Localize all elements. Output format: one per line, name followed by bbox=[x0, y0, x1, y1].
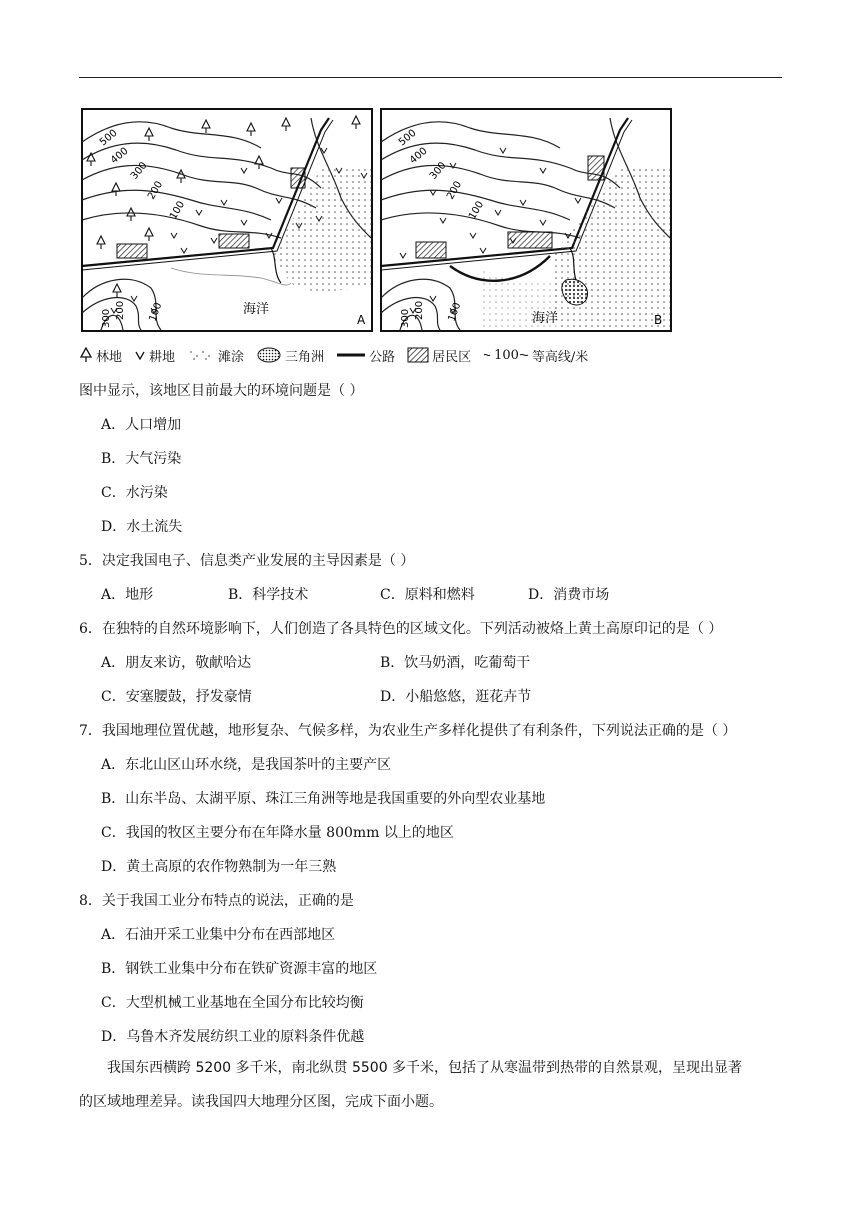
option-b[interactable]: B．钢铁工业集中分布在铁矿资源丰富的地区 bbox=[101, 961, 378, 977]
contour-label: 200 bbox=[115, 300, 126, 320]
road-icon bbox=[336, 350, 366, 360]
legend-road bbox=[336, 346, 395, 365]
option-b[interactable]: B．饮马奶酒，吃葡萄干 bbox=[380, 655, 531, 671]
option-a[interactable]: A．东北山区山环水绕，是我国茶叶的主要产区 bbox=[101, 757, 392, 773]
panel-label: A bbox=[357, 313, 366, 327]
legend-residential bbox=[407, 346, 471, 365]
residential-icon bbox=[407, 347, 429, 363]
option-d[interactable]: D．小船悠悠，逛花卉节 bbox=[380, 689, 532, 705]
tree-icon bbox=[79, 347, 93, 363]
legend-contour-value: 100 bbox=[494, 347, 519, 363]
reading-passage bbox=[79, 1051, 782, 1119]
legend-forest bbox=[79, 346, 122, 365]
map-a-figure bbox=[81, 108, 373, 332]
contour-label: 500 bbox=[396, 127, 419, 149]
question-stem: 5．决定我国电子、信息类产业发展的主导因素是（ ） bbox=[79, 553, 415, 569]
legend-label: 等高线/米 bbox=[531, 349, 589, 365]
option-a[interactable]: A．地形 bbox=[101, 587, 154, 603]
option-a[interactable]: A．人口增加 bbox=[101, 417, 182, 433]
option-c[interactable]: C．我国的牧区主要分布在年降水量 800mm 以上的地区 bbox=[101, 825, 454, 841]
contour-label: 400 bbox=[108, 145, 131, 167]
contour-label: 500 bbox=[97, 127, 120, 149]
contour-label: 400 bbox=[407, 145, 430, 167]
passage-line-1 bbox=[79, 1051, 782, 1085]
panel-label: B bbox=[654, 313, 663, 327]
option-a[interactable]: A．石油开采工业集中分布在西部地区 bbox=[101, 927, 336, 943]
ocean-label: 海洋 bbox=[532, 311, 559, 326]
option-c[interactable]: C．安塞腰鼓，抒发豪情 bbox=[101, 689, 252, 705]
contour-label: 100 bbox=[168, 199, 188, 222]
legend-contour bbox=[483, 346, 588, 365]
map-legend bbox=[79, 344, 600, 366]
question-stem: 6．在独特的自然环境影响下，人们创造了各具特色的区域文化。下列活动被烙上黄土高原印记的是（ ） bbox=[79, 621, 723, 637]
question-stem: 8．关于我国工业分布特点的说法，正确的是 bbox=[79, 893, 354, 909]
residential-area bbox=[416, 242, 446, 258]
option-c[interactable]: C．水污染 bbox=[101, 485, 168, 501]
delta-icon bbox=[256, 346, 282, 364]
header-rule bbox=[79, 77, 782, 78]
legend-label: 公路 bbox=[369, 349, 396, 365]
option-c[interactable]: C．大型机械工业基地在全国分布比较均衡 bbox=[101, 995, 364, 1011]
residential-area bbox=[117, 244, 147, 258]
contour-label: 100 bbox=[446, 301, 464, 324]
legend-label: 滩涂 bbox=[218, 349, 245, 365]
legend-farmland bbox=[134, 346, 175, 365]
option-b[interactable]: B．大气污染 bbox=[101, 451, 182, 467]
legend-delta bbox=[256, 346, 324, 365]
passage-text: 我国东西横跨 5200 多千米，南北纵贯 5500 多千米，包括了从寒温带到热带的自然景观，呈现出显著 bbox=[107, 1060, 743, 1076]
contour-label: 200 bbox=[414, 300, 425, 320]
legend-beach bbox=[187, 346, 244, 365]
contour-label: 200 bbox=[146, 179, 166, 202]
map-b bbox=[380, 108, 672, 332]
option-d[interactable]: D．消费市场 bbox=[528, 587, 610, 603]
option-d[interactable]: D．乌鲁木齐发展纺织工业的原料条件优越 bbox=[101, 1029, 365, 1045]
contour-label: 300 bbox=[400, 308, 411, 328]
question-stem: 7．我国地理位置优越，地形复杂、气候多样，为农业生产多样化提供了有利条件，下列说法正确的是（ ） bbox=[79, 723, 737, 739]
contour-label: 100 bbox=[467, 199, 487, 222]
option-c[interactable]: C．原料和燃料 bbox=[380, 587, 475, 603]
residential-area bbox=[508, 232, 552, 248]
contour-line-icon bbox=[519, 350, 529, 360]
contour-label: 300 bbox=[128, 160, 150, 182]
beach-icon bbox=[187, 348, 215, 362]
map-b-figure bbox=[380, 108, 672, 332]
legend-label: 耕地 bbox=[149, 349, 176, 365]
contour-label: 300 bbox=[101, 308, 112, 328]
option-b[interactable]: B．科学技术 bbox=[228, 587, 309, 603]
contour-label: 100 bbox=[147, 301, 165, 324]
legend-label: 林地 bbox=[96, 349, 123, 365]
option-b[interactable]: B．山东半岛、太湖平原、珠江三角洲等地是我国重要的外向型农业基地 bbox=[101, 791, 546, 807]
contour-label: 300 bbox=[427, 160, 449, 182]
farmland-icon bbox=[134, 348, 146, 362]
question-stem: 图中显示，该地区目前最大的环境问题是（ ） bbox=[79, 383, 364, 399]
legend-label: 居民区 bbox=[432, 349, 472, 365]
option-d[interactable]: D．水土流失 bbox=[101, 519, 183, 535]
map-a bbox=[81, 108, 373, 332]
legend-label: 三角洲 bbox=[285, 349, 325, 365]
contour-label: 200 bbox=[445, 179, 465, 202]
contour-line-icon bbox=[483, 350, 491, 360]
passage-line-2: 的区域地理差异。读我国四大地理分区图，完成下面小题。 bbox=[79, 1094, 443, 1110]
option-d[interactable]: D．黄土高原的农作物熟制为一年三熟 bbox=[101, 859, 337, 875]
option-a[interactable]: A．朋友来访，敬献哈达 bbox=[101, 655, 252, 671]
residential-area bbox=[219, 234, 249, 248]
ocean-label: 海洋 bbox=[243, 302, 270, 317]
